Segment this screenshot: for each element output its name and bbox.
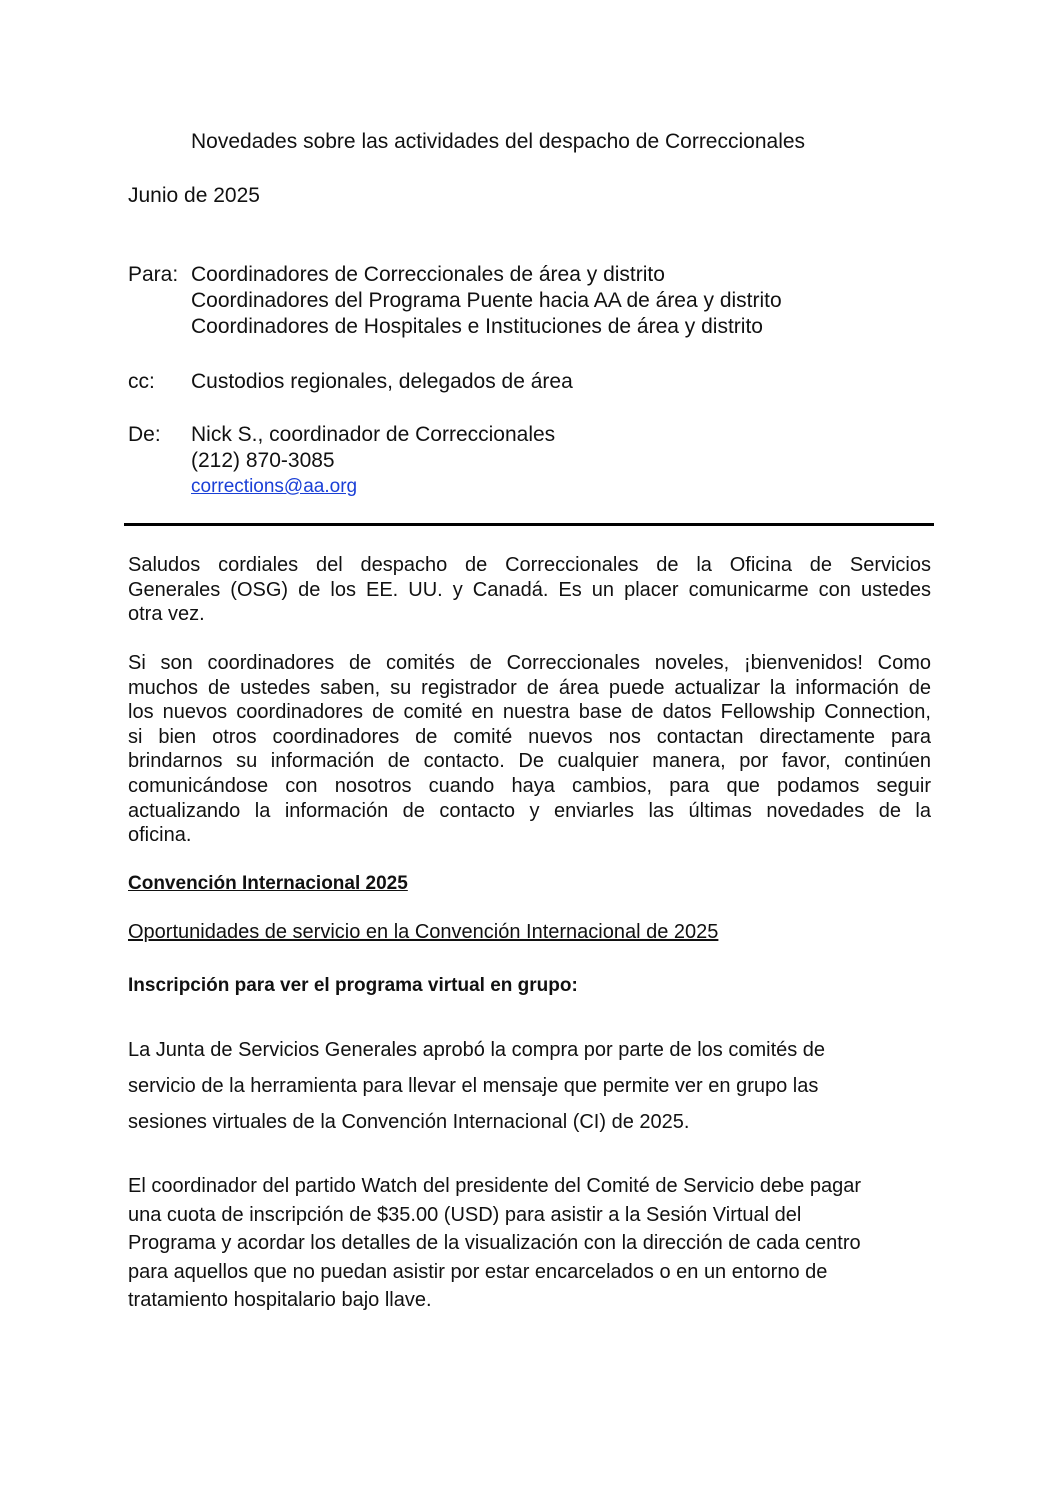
- paragraph-line: los nuevos coordinadores de comité en nuestra base de datos Fellowship Connection,: [128, 701, 931, 724]
- paragraph-line: servicio de la herramienta para llevar el mensaje que permite ver en grupo las: [128, 1075, 819, 1097]
- recipient-line: Coordinadores de Hospitales e Instituciones de área y distrito: [191, 315, 763, 338]
- paragraph-line: Si son coordinadores de comités de Correccionales noveles, ¡bienvenidos! Como: [128, 652, 931, 674]
- paragraph-line: actualizando la información de contacto y enviarles las últimas novedades de la: [128, 799, 931, 822]
- registration-heading: Inscripción para ver el programa virtual en grupo:: [128, 975, 578, 996]
- paragraph-line: otra vez.: [128, 603, 205, 626]
- paragraph-line: Saludos cordiales del despacho de Correccionales de la Oficina de Servicios: [128, 554, 931, 576]
- divider-rule: [124, 523, 934, 526]
- paragraph-line: una cuota de inscripción de $35.00 (USD) para asistir a la Sesión Virtual del: [128, 1203, 802, 1226]
- paragraph-line: sesiones virtuales de la Convención Internacional (CI) de 2025.: [128, 1111, 690, 1133]
- paragraph-line: tratamiento hospitalario bajo llave.: [128, 1289, 432, 1312]
- recipient-line: Coordinadores de Correccionales de área y distrito: [191, 263, 665, 286]
- cc-label: cc:: [128, 370, 155, 393]
- para-label: Para:: [128, 263, 179, 286]
- paragraph-line: brindarnos su información de contacto. De cualquier manera, por favor, continúen: [128, 750, 931, 773]
- paragraph-line: Generales (OSG) de los EE. UU. y Canadá. Es un placer comunicarme con ustedes: [128, 578, 931, 601]
- email-link[interactable]: corrections@aa.org: [191, 476, 358, 497]
- subsection-heading: Oportunidades de servicio en la Convención Internacional de 2025: [128, 921, 719, 943]
- paragraph-line: para aquellos que no puedan asistir por estar encarcelados o en un entorno de: [128, 1260, 828, 1283]
- paragraph-line: muchos de ustedes saben, su registrador de área puede actualizar la información de: [128, 676, 931, 699]
- document-date: Junio de 2025: [128, 184, 260, 207]
- from-name: Nick S., coordinador de Correccionales: [191, 423, 556, 446]
- paragraph-line: oficina.: [128, 824, 192, 847]
- recipient-line: Coordinadores del Programa Puente hacia AA de área y distrito: [191, 289, 782, 312]
- paragraph-line: El coordinador del partido Watch del presidente del Comité de Servicio debe pagar: [128, 1175, 862, 1197]
- from-label: De:: [128, 423, 161, 446]
- paragraph-line: Programa y acordar los detalles de la visualización con la dirección de cada centro: [128, 1232, 861, 1255]
- coordinator-paragraph: [128, 1172, 861, 1315]
- paragraph-line: comunicándose con nosotros cuando haya cambios, para que podamos seguir: [128, 774, 931, 797]
- section-heading: Convención Internacional 2025: [128, 873, 408, 894]
- paragraph-line: si bien otros coordinadores de comité nuevos nos contactan directamente para: [128, 725, 931, 748]
- junta-paragraph: [128, 1032, 825, 1140]
- paragraph-line: La Junta de Servicios Generales aprobó la compra por parte de los comités de: [128, 1039, 826, 1061]
- welcome-paragraph: [128, 651, 931, 848]
- cc-value: Custodios regionales, delegados de área: [191, 370, 573, 393]
- from-phone: (212) 870-3085: [191, 449, 335, 472]
- intro-paragraph: [128, 553, 931, 627]
- document-title: Novedades sobre las actividades del despacho de Correccionales: [191, 130, 806, 153]
